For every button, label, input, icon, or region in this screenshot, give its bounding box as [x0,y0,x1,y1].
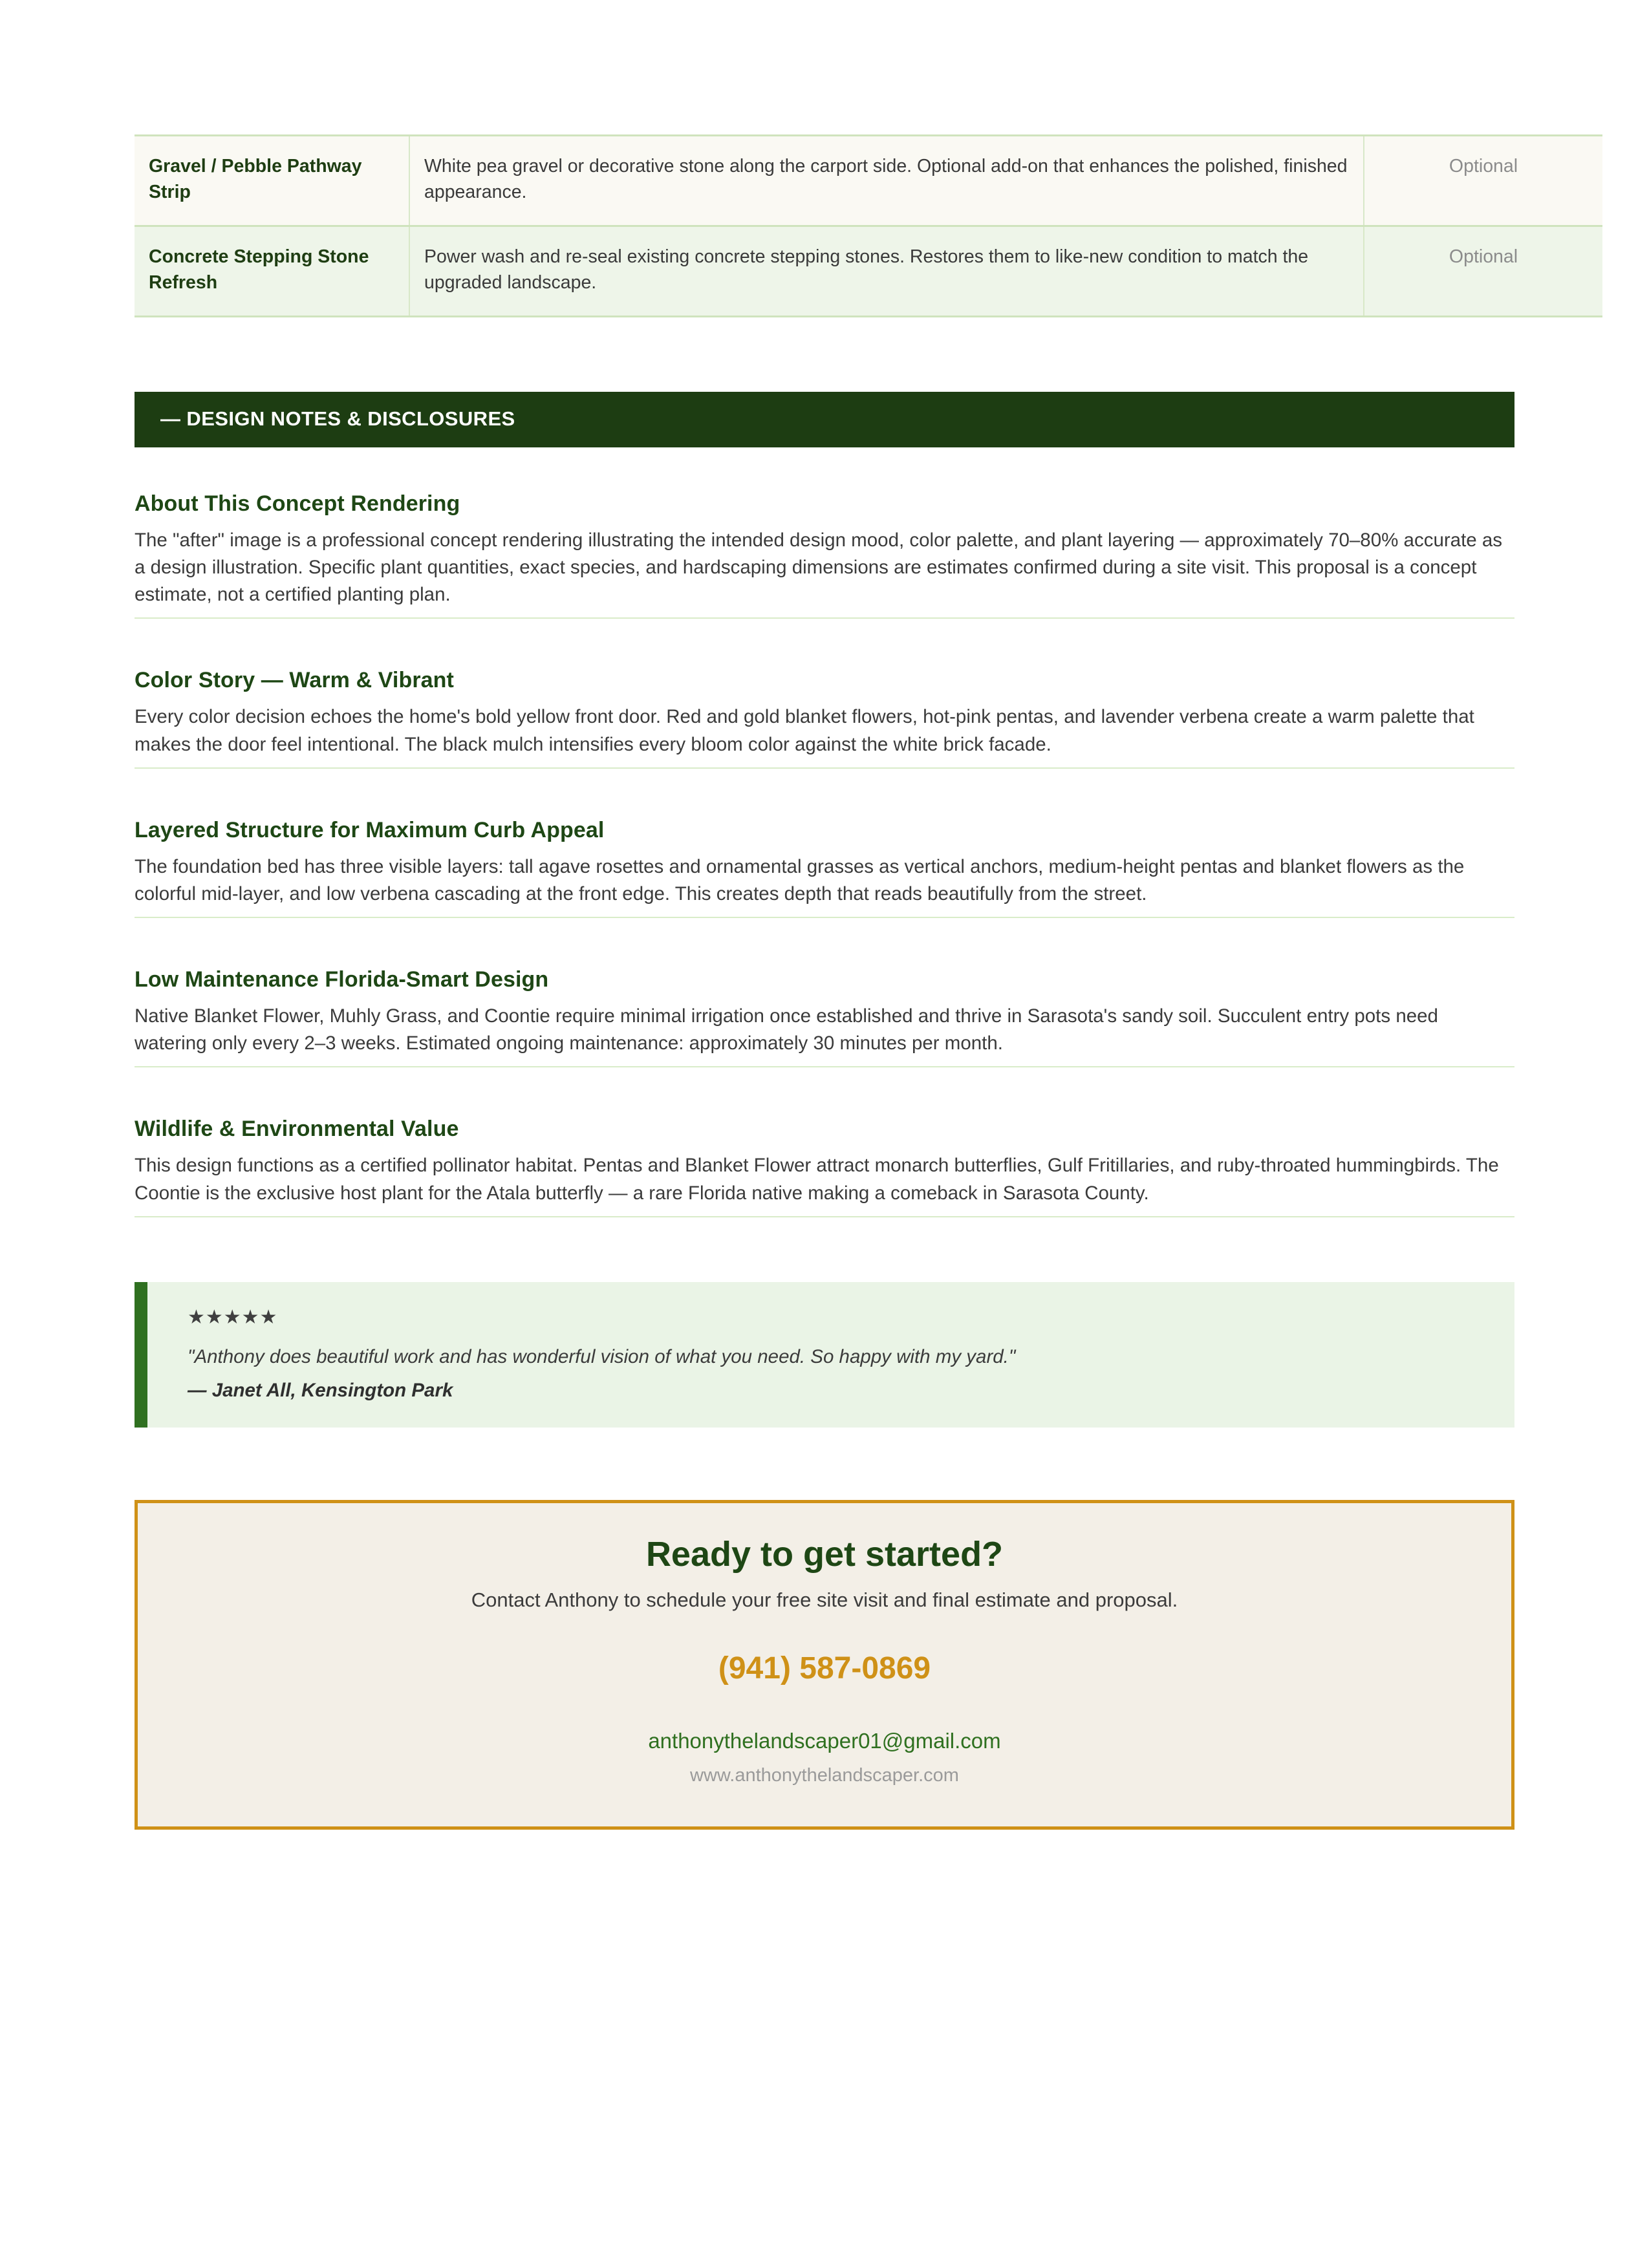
note-body: Every color decision echoes the home's bold yellow front door. Red and gold blanket flowers, hot-pink pentas, and lavender verbena create a warm palette that makes the door feel intentional. The black mulch intensifies every bloom color against the white brick facade. [135,706,1474,755]
note-body: This design functions as a certified pollinator habitat. Pentas and Blanket Flower attract monarch butterflies, Gulf Fritillaries, and ruby-throated hummingbirds. The Coontie is the exclusive host plant for the Atala butterfly — a rare Florida native making a comeback in Sarasota County. [135,1155,1499,1204]
note-block-layered-structure [135,818,1514,918]
note-title: Layered Structure for Maximum Curb Appeal [135,817,605,842]
addon-table-body [135,136,1602,317]
customer-testimonial [135,1282,1514,1428]
note-body: Native Blanket Flower, Muhly Grass, and Coontie require minimal irrigation once established and thrive in Sarasota's sandy soil. Succulent entry pots need watering only every 2–3 weeks. Estimated ongoing maintenance: approximately 30 minutes per month. [135,1005,1438,1054]
addon-item-name: Concrete Stepping Stone Refresh [135,226,409,316]
design-notes-section-banner: — DESIGN NOTES & DISCLOSURES [135,392,1514,447]
note-body: The "after" image is a professional concept rendering illustrating the intended design mood, color palette, and plant layering — approximately 70–80% accurate as a design illustration. Specific plant quantities, exact species, and hardscaping dimensions are estimates confirmed during a site visit. This proposal is a concept estimate, not a certified planting plan. [135,529,1503,606]
cta-phone-number[interactable]: (941) 587-0869 [718,1651,931,1685]
cta-title: Ready to get started? [645,1534,1004,1574]
addon-item-description: White pea gravel or decorative stone along the carport side. Optional add-on that enhances the polished, finished appearance. [409,136,1364,226]
table-row [135,226,1602,316]
note-body: The foundation bed has three visible layers: tall agave rosettes and ornamental grasses as vertical anchors, medium-height pentas and blanket flowers as the colorful mid-layer, and low verbena cascading at the front edge. This creates depth that reads beautifully from the street. [135,855,1465,904]
note-block-wildlife-value [135,1117,1514,1217]
note-title: Low Maintenance Florida-Smart Design [135,967,549,992]
cta-website-link[interactable]: www.anthonythelandscaper.com [690,1764,959,1786]
star-rating-icon: ★★★★★ [188,1306,278,1328]
note-title: About This Concept Rendering [135,491,460,516]
note-title: Color Story — Warm & Vibrant [135,668,454,693]
note-block-about-concept-rendering [135,491,1514,619]
proposal-page [0,134,1649,2268]
design-notes-list [135,491,1514,1217]
addon-item-status: Optional [1364,226,1602,316]
addon-options-table [135,134,1602,317]
addon-item-description: Power wash and re-seal existing concrete stepping stones. Restores them to like-new condition to match the upgraded landscape. [409,226,1364,316]
testimonial-quote: "Anthony does beautiful work and has wonderful vision of what you need. So happy with my yard." [188,1345,1016,1367]
note-block-color-story [135,668,1514,768]
note-title: Wildlife & Environmental Value [135,1117,459,1142]
call-to-action-box [135,1500,1514,1830]
cta-subtitle: Contact Anthony to schedule your free site visit and final estimate and proposal. [471,1588,1178,1611]
table-row [135,136,1602,226]
testimonial-attribution: — Janet All, Kensington Park [188,1379,453,1401]
note-block-low-maintenance [135,967,1514,1067]
addon-item-status: Optional [1449,156,1518,177]
addon-item-name: Gravel / Pebble Pathway Strip [135,136,409,226]
cta-email-link[interactable]: anthonythelandscaper01@gmail.com [648,1728,1001,1753]
